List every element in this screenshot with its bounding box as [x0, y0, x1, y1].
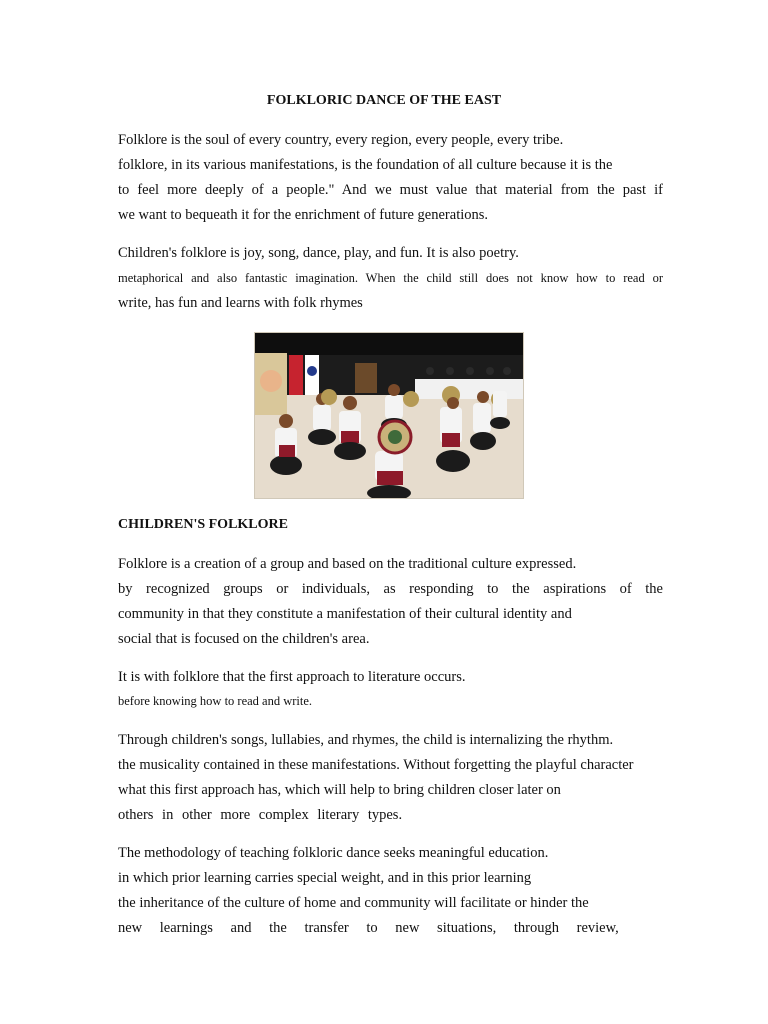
paragraph-line: folklore, in its various manifestations, is the foundation of all culture because it is the — [118, 157, 613, 173]
paragraph-line: what this first approach has, which will help to bring children closer later on — [118, 782, 561, 798]
paragraph-line: the musicality contained in these manifestations. Without forgetting the playful character — [118, 757, 634, 773]
paragraph-line: by recognized groups or individuals, as responding to the aspirations of the — [118, 581, 663, 597]
paragraph-line: write, has fun and learns with folk rhymes — [118, 295, 363, 311]
paragraph-line: new learnings and the transfer to new situations, through review, — [118, 920, 619, 936]
paragraph-line: metaphorical and also fantastic imagination. When the child still does not know how to read or — [118, 271, 663, 285]
paragraph-line: community in that they constitute a manifestation of their cultural identity and — [118, 606, 572, 622]
paragraph-line: the inheritance of the culture of home and community will facilitate or hinder the — [118, 895, 589, 911]
paragraph-line: Folklore is the soul of every country, every region, every people, every tribe. — [118, 132, 564, 148]
paragraph-line: It is with folklore that the first approach to literature occurs. — [118, 669, 466, 685]
paragraph-line: Folklore is a creation of a group and based on the traditional culture expressed. — [118, 556, 577, 572]
paragraph-line: we want to bequeath it for the enrichment of future generations. — [118, 207, 489, 223]
document-title: FOLKLORIC DANCE OF THE EAST — [266, 93, 502, 108]
paragraph-line: Through children's songs, lullabies, and rhymes, the child is internalizing the rhythm. — [118, 732, 614, 748]
paragraph-line: Children's folklore is joy, song, dance, play, and fun. It is also poetry. — [118, 245, 519, 261]
paragraph-line: before knowing how to read and write. — [118, 694, 313, 708]
paragraph-line: to feel more deeply of a people." And we must value that material from the past if — [118, 182, 663, 198]
section-heading: CHILDREN'S FOLKLORE — [118, 517, 288, 532]
paragraph-line: in which prior learning carries special weight, and in this prior learning — [118, 870, 532, 886]
paragraph-line: social that is focused on the children's area. — [118, 631, 370, 647]
dance-photo — [254, 332, 524, 499]
paragraph-line: others in other more complex literary types. — [118, 807, 403, 823]
paragraph-line: The methodology of teaching folkloric dance seeks meaningful education. — [118, 845, 549, 861]
